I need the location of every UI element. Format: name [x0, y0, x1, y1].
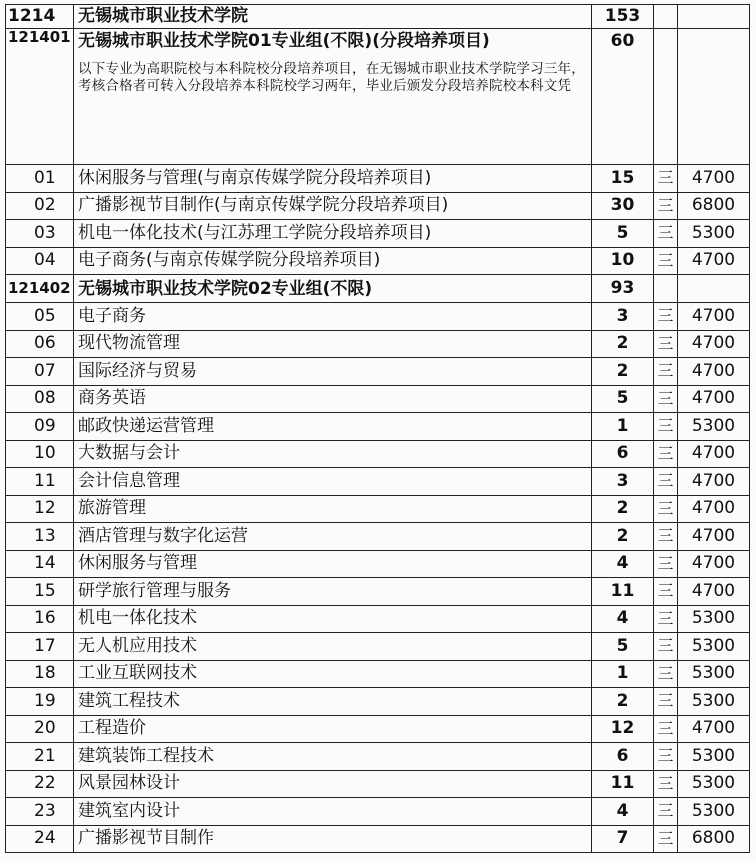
major-years: 三: [654, 330, 678, 358]
major-fee: 4700: [678, 385, 750, 413]
major-plan: 15: [592, 165, 654, 193]
major-row: [6, 440, 750, 468]
major-row: [6, 468, 750, 496]
major-fee: 5300: [678, 413, 750, 441]
major-code: 10: [6, 440, 74, 468]
major-code: 14: [6, 550, 74, 578]
major-years: 三: [654, 770, 678, 798]
group-note: 以下专业为高职院校与本科院校分段培养项目，在无锡城市职业技术学院学习三年，考核合格者可转入分段培养本科院校学习两年，毕业后颁发分段培养院校本科文凭: [78, 61, 585, 94]
major-plan: 6: [592, 440, 654, 468]
group-name-cell: [74, 275, 592, 303]
major-code: 12: [6, 495, 74, 523]
major-code: 03: [6, 220, 74, 248]
major-name: 研学旅行管理与服务: [74, 578, 592, 606]
empty-cell: [654, 5, 678, 29]
major-plan: 2: [592, 523, 654, 551]
major-years: 三: [654, 715, 678, 743]
major-fee: 4700: [678, 578, 750, 606]
major-plan: 2: [592, 688, 654, 716]
major-plan: 11: [592, 578, 654, 606]
major-fee: 4700: [678, 330, 750, 358]
major-name: 电子商务: [74, 303, 592, 331]
major-row: [6, 385, 750, 413]
major-plan: 10: [592, 247, 654, 275]
major-row: [6, 770, 750, 798]
major-row: [6, 550, 750, 578]
major-group-row: [6, 29, 750, 165]
major-name: 广播影视节目制作(与南京传媒学院分段培养项目): [74, 192, 592, 220]
major-fee: 6800: [678, 825, 750, 853]
major-name: 机电一体化技术: [74, 605, 592, 633]
major-years: 三: [654, 688, 678, 716]
major-name: 休闲服务与管理: [74, 550, 592, 578]
empty-cell: [654, 275, 678, 303]
major-code: 16: [6, 605, 74, 633]
major-years: 三: [654, 578, 678, 606]
major-name: 国际经济与贸易: [74, 358, 592, 386]
major-plan: 2: [592, 358, 654, 386]
major-fee: 5300: [678, 220, 750, 248]
major-row: [6, 605, 750, 633]
major-fee: 4700: [678, 440, 750, 468]
major-row: [6, 220, 750, 248]
major-row: [6, 523, 750, 551]
major-code: 07: [6, 358, 74, 386]
major-name: 无人机应用技术: [74, 633, 592, 661]
major-code: 11: [6, 468, 74, 496]
major-years: 三: [654, 633, 678, 661]
major-code: 23: [6, 798, 74, 826]
major-years: 三: [654, 413, 678, 441]
major-row: [6, 192, 750, 220]
major-row: [6, 715, 750, 743]
major-code: 13: [6, 523, 74, 551]
major-fee: 5300: [678, 660, 750, 688]
major-fee: 4700: [678, 495, 750, 523]
major-row: [6, 495, 750, 523]
major-row: [6, 743, 750, 771]
major-fee: 5300: [678, 605, 750, 633]
major-years: 三: [654, 303, 678, 331]
college-plan: 153: [592, 5, 654, 29]
major-years: 三: [654, 385, 678, 413]
major-years: 三: [654, 247, 678, 275]
major-code: 08: [6, 385, 74, 413]
major-code: 01: [6, 165, 74, 193]
major-years: 三: [654, 825, 678, 853]
major-plan: 4: [592, 798, 654, 826]
major-plan: 1: [592, 413, 654, 441]
major-row: [6, 798, 750, 826]
major-fee: 5300: [678, 798, 750, 826]
major-plan: 2: [592, 495, 654, 523]
major-plan: 5: [592, 385, 654, 413]
major-plan: 2: [592, 330, 654, 358]
major-row: [6, 578, 750, 606]
major-years: 三: [654, 798, 678, 826]
major-code: 05: [6, 303, 74, 331]
major-fee: 4700: [678, 247, 750, 275]
major-plan: 3: [592, 303, 654, 331]
empty-cell: [678, 5, 750, 29]
empty-cell: [678, 275, 750, 303]
major-row: [6, 247, 750, 275]
major-name: 电子商务(与南京传媒学院分段培养项目): [74, 247, 592, 275]
major-name: 旅游管理: [74, 495, 592, 523]
major-name: 建筑装饰工程技术: [74, 743, 592, 771]
major-plan: 11: [592, 770, 654, 798]
major-name: 建筑室内设计: [74, 798, 592, 826]
major-fee: 5300: [678, 688, 750, 716]
major-fee: 4700: [678, 523, 750, 551]
major-years: 三: [654, 358, 678, 386]
college-name: 无锡城市职业技术学院: [74, 5, 592, 29]
major-code: 18: [6, 660, 74, 688]
group-name-cell: [74, 29, 592, 165]
major-years: 三: [654, 550, 678, 578]
major-years: 三: [654, 468, 678, 496]
major-row: [6, 633, 750, 661]
major-name: 工业互联网技术: [74, 660, 592, 688]
major-group-row: [6, 275, 750, 303]
group-name: 无锡城市职业技术学院01专业组(不限)(分段培养项目): [78, 31, 490, 51]
major-code: 17: [6, 633, 74, 661]
major-plan: 4: [592, 605, 654, 633]
major-fee: 4700: [678, 358, 750, 386]
major-row: [6, 303, 750, 331]
major-name: 工程造价: [74, 715, 592, 743]
major-row: [6, 825, 750, 853]
major-name: 商务英语: [74, 385, 592, 413]
major-plan: 6: [592, 743, 654, 771]
empty-cell: [678, 29, 750, 165]
major-fee: 4700: [678, 715, 750, 743]
major-name: 大数据与会计: [74, 440, 592, 468]
major-name: 会计信息管理: [74, 468, 592, 496]
enrollment-plan-sheet: [5, 4, 749, 853]
major-plan: 5: [592, 633, 654, 661]
major-years: 三: [654, 605, 678, 633]
major-name: 建筑工程技术: [74, 688, 592, 716]
major-fee: 4700: [678, 550, 750, 578]
major-fee: 5300: [678, 770, 750, 798]
empty-cell: [654, 29, 678, 165]
major-code: 02: [6, 192, 74, 220]
major-row: [6, 358, 750, 386]
group-plan: 93: [592, 275, 654, 303]
college-row: [6, 5, 750, 29]
major-code: 20: [6, 715, 74, 743]
group-code: 121402: [6, 275, 74, 303]
major-years: 三: [654, 743, 678, 771]
major-name: 休闲服务与管理(与南京传媒学院分段培养项目): [74, 165, 592, 193]
college-code: 1214: [6, 5, 74, 29]
major-code: 21: [6, 743, 74, 771]
major-plan: 7: [592, 825, 654, 853]
major-name: 广播影视节目制作: [74, 825, 592, 853]
major-plan: 3: [592, 468, 654, 496]
major-code: 15: [6, 578, 74, 606]
major-code: 22: [6, 770, 74, 798]
major-code: 04: [6, 247, 74, 275]
major-years: 三: [654, 495, 678, 523]
major-code: 06: [6, 330, 74, 358]
major-fee: 4700: [678, 165, 750, 193]
major-plan: 1: [592, 660, 654, 688]
major-fee: 6800: [678, 192, 750, 220]
major-row: [6, 688, 750, 716]
enrollment-plan-table: [5, 4, 750, 853]
major-fee: 5300: [678, 743, 750, 771]
group-plan: 60: [592, 29, 654, 165]
major-name: 酒店管理与数字化运营: [74, 523, 592, 551]
major-years: 三: [654, 660, 678, 688]
major-code: 24: [6, 825, 74, 853]
major-plan: 5: [592, 220, 654, 248]
major-fee: 5300: [678, 633, 750, 661]
major-row: [6, 330, 750, 358]
major-fee: 4700: [678, 303, 750, 331]
major-fee: 4700: [678, 468, 750, 496]
major-row: [6, 413, 750, 441]
major-row: [6, 165, 750, 193]
major-years: 三: [654, 192, 678, 220]
major-name: 现代物流管理: [74, 330, 592, 358]
group-name: 无锡城市职业技术学院02专业组(不限): [78, 279, 373, 300]
major-name: 风景园林设计: [74, 770, 592, 798]
major-plan: 4: [592, 550, 654, 578]
major-plan: 30: [592, 192, 654, 220]
major-name: 机电一体化技术(与江苏理工学院分段培养项目): [74, 220, 592, 248]
major-years: 三: [654, 440, 678, 468]
major-code: 19: [6, 688, 74, 716]
major-years: 三: [654, 220, 678, 248]
major-code: 09: [6, 413, 74, 441]
major-row: [6, 660, 750, 688]
group-code: 121401: [6, 29, 74, 165]
major-years: 三: [654, 165, 678, 193]
major-name: 邮政快递运营管理: [74, 413, 592, 441]
major-plan: 12: [592, 715, 654, 743]
major-years: 三: [654, 523, 678, 551]
